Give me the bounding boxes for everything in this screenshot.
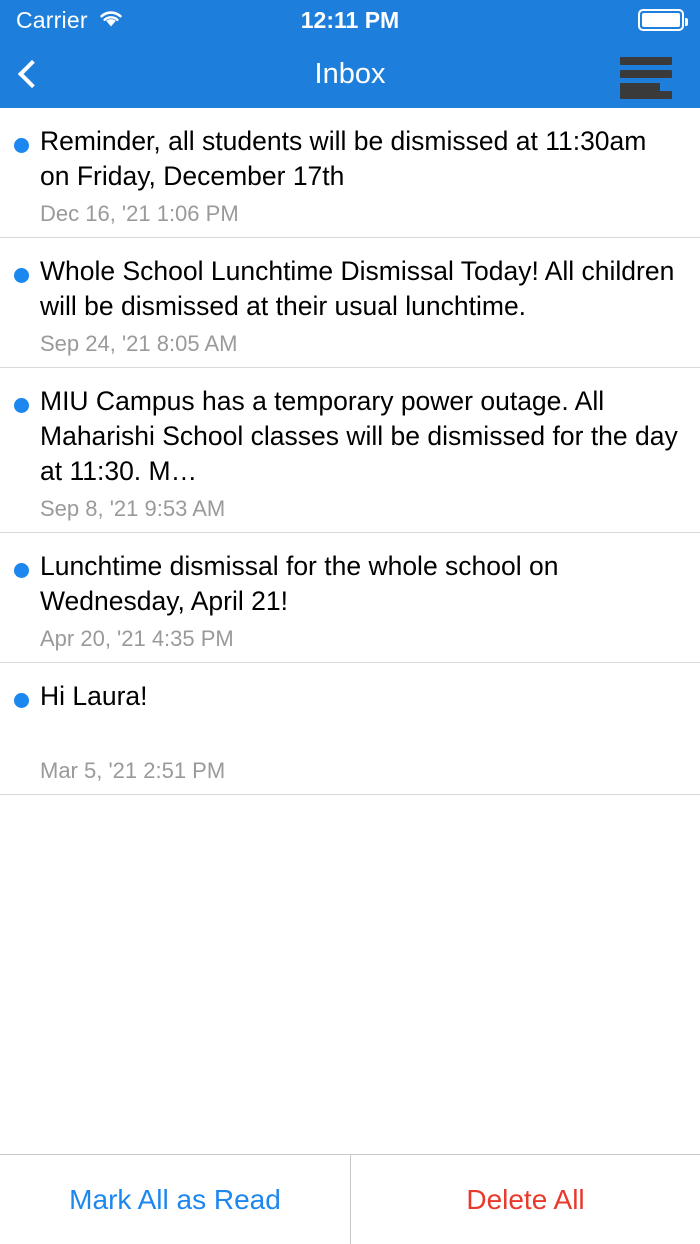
message-date: Sep 24, '21 8:05 AM: [40, 331, 238, 356]
bottom-toolbar: [0, 1154, 700, 1244]
message-body: [40, 549, 678, 662]
mark-all-as-read-button[interactable]: Mark All as Read: [69, 1183, 281, 1215]
status-bar: [0, 0, 700, 40]
carrier-label: Carrier: [16, 6, 88, 33]
message-body: [40, 384, 678, 532]
back-button[interactable]: [14, 40, 74, 108]
notification-badge-dot: [620, 91, 672, 99]
page-title: Inbox: [314, 57, 386, 90]
message-body: [40, 254, 678, 367]
message-subject: Whole School Lunchtime Dismissal Today! All children will be dismissed at their usual lunchtime.: [40, 256, 675, 321]
status-bar-right: [638, 9, 684, 31]
chevron-left-icon: [18, 60, 46, 88]
unread-indicator-icon: [14, 138, 29, 153]
battery-full-icon: [638, 9, 684, 31]
message-subject: Reminder, all students will be dismissed at 11:30am on Friday, December 17th: [40, 126, 647, 191]
battery-fill: [642, 13, 680, 27]
message-body: [40, 679, 678, 794]
unread-indicator-icon: [14, 268, 29, 283]
list-item[interactable]: [0, 663, 700, 795]
message-subject: MIU Campus has a temporary power outage. All Maharishi School classes will be dismissed for the day at 11:30. M…: [40, 386, 678, 486]
message-date: Mar 5, '21 2:51 PM: [40, 758, 226, 783]
status-time: 12:11 PM: [300, 6, 400, 33]
hamburger-menu-icon: [620, 55, 672, 93]
message-date: Dec 16, '21 1:06 PM: [40, 201, 239, 226]
message-date: Apr 20, '21 4:35 PM: [40, 626, 234, 651]
message-subject: Lunchtime dismissal for the whole school on Wednesday, April 21!: [40, 551, 559, 616]
message-list[interactable]: [0, 108, 700, 1154]
list-item[interactable]: [0, 238, 700, 368]
list-item[interactable]: [0, 533, 700, 663]
unread-indicator-icon: [14, 693, 29, 708]
list-item[interactable]: [0, 108, 700, 238]
delete-all-button[interactable]: Delete All: [350, 1155, 700, 1244]
menu-button[interactable]: [610, 40, 682, 108]
wifi-icon: [98, 7, 124, 34]
message-body: [40, 124, 678, 237]
list-item[interactable]: [0, 368, 700, 533]
unread-indicator-icon: [14, 563, 29, 578]
status-bar-left: [16, 7, 124, 34]
unread-indicator-icon: [14, 398, 29, 413]
nav-bar: [0, 40, 700, 108]
message-subject: Hi Laura!: [40, 681, 148, 711]
message-date: Sep 8, '21 9:53 AM: [40, 496, 226, 521]
